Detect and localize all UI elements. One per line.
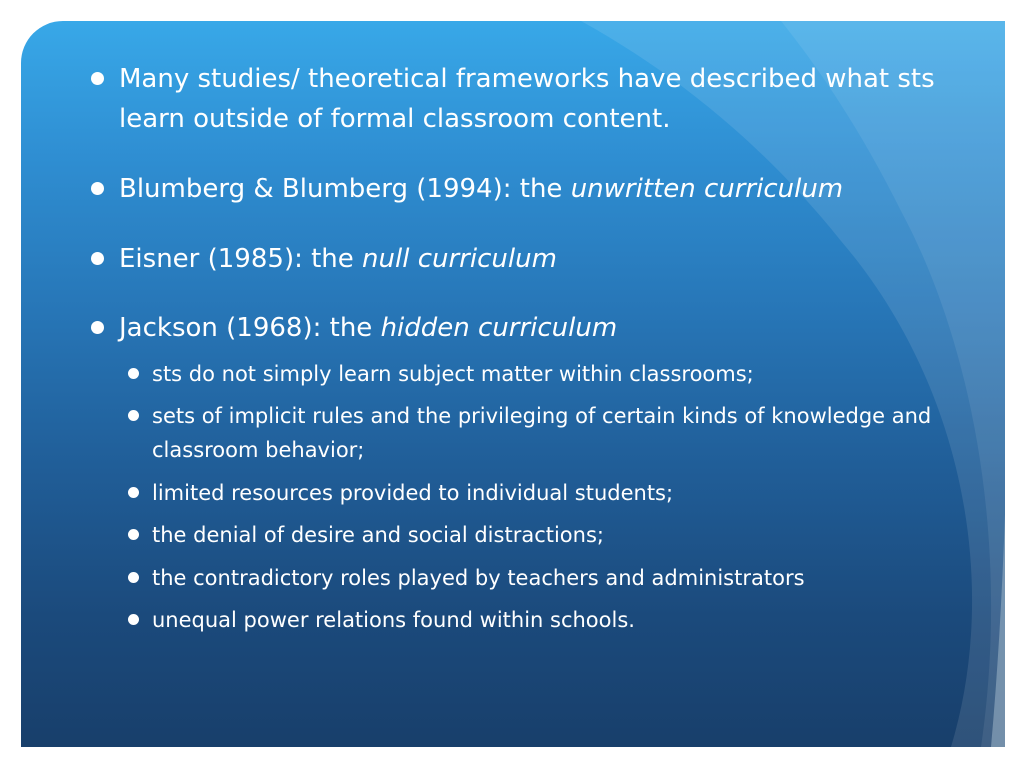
sub-bullet-dot: [128, 572, 139, 583]
sub-bullet-2-text: sets of implicit rules and the privileging of certain kinds of knowledge and classroom behavior;: [152, 404, 932, 462]
sub-bullet-dot: [128, 368, 139, 379]
bullet-dot: [91, 252, 104, 265]
bullet-3-text: Eisner (1985): the: [119, 244, 363, 274]
bullet-4: [119, 308, 999, 348]
sub-bullet-1: [152, 357, 942, 391]
sub-bullet-4: [152, 518, 942, 552]
sub-bullet-dot: [128, 614, 139, 625]
sub-bullet-6: [152, 603, 942, 637]
sub-bullet-4-text: the denial of desire and social distractions;: [152, 523, 604, 547]
sub-bullet-dot: [128, 487, 139, 498]
bullet-3-emphasis: null curriculum: [362, 244, 557, 274]
slide: [21, 21, 1005, 747]
bullet-4-emphasis: hidden curriculum: [380, 313, 618, 343]
sub-bullet-1-text: sts do not simply learn subject matter within classrooms;: [152, 362, 754, 386]
bullet-dot: [91, 72, 104, 85]
sub-bullet-2: [152, 399, 942, 467]
bullet-2: [119, 169, 999, 209]
bullet-dot: [91, 321, 104, 334]
sub-bullet-6-text: unequal power relations found within schools.: [152, 608, 635, 632]
sub-bullet-5-text: the contradictory roles played by teachers and administrators: [152, 566, 805, 590]
bullet-1: [119, 59, 999, 139]
bullet-3: [119, 239, 999, 279]
bullet-2-text: Blumberg & Blumberg (1994): the: [119, 174, 571, 204]
bullet-2-emphasis: unwritten curriculum: [570, 174, 844, 204]
sub-bullet-5: [152, 561, 942, 595]
bullet-dot: [91, 182, 104, 195]
sub-bullet-3: [152, 476, 942, 510]
bullet-1-text: Many studies/ theoretical frameworks have described what sts learn outside of formal classroom content.: [119, 64, 935, 134]
sub-bullet-3-text: limited resources provided to individual students;: [152, 481, 674, 505]
bullet-4-text: Jackson (1968): the: [119, 313, 381, 343]
slide-content: [21, 21, 1005, 747]
sub-bullet-dot: [128, 529, 139, 540]
sub-bullet-dot: [128, 410, 139, 421]
